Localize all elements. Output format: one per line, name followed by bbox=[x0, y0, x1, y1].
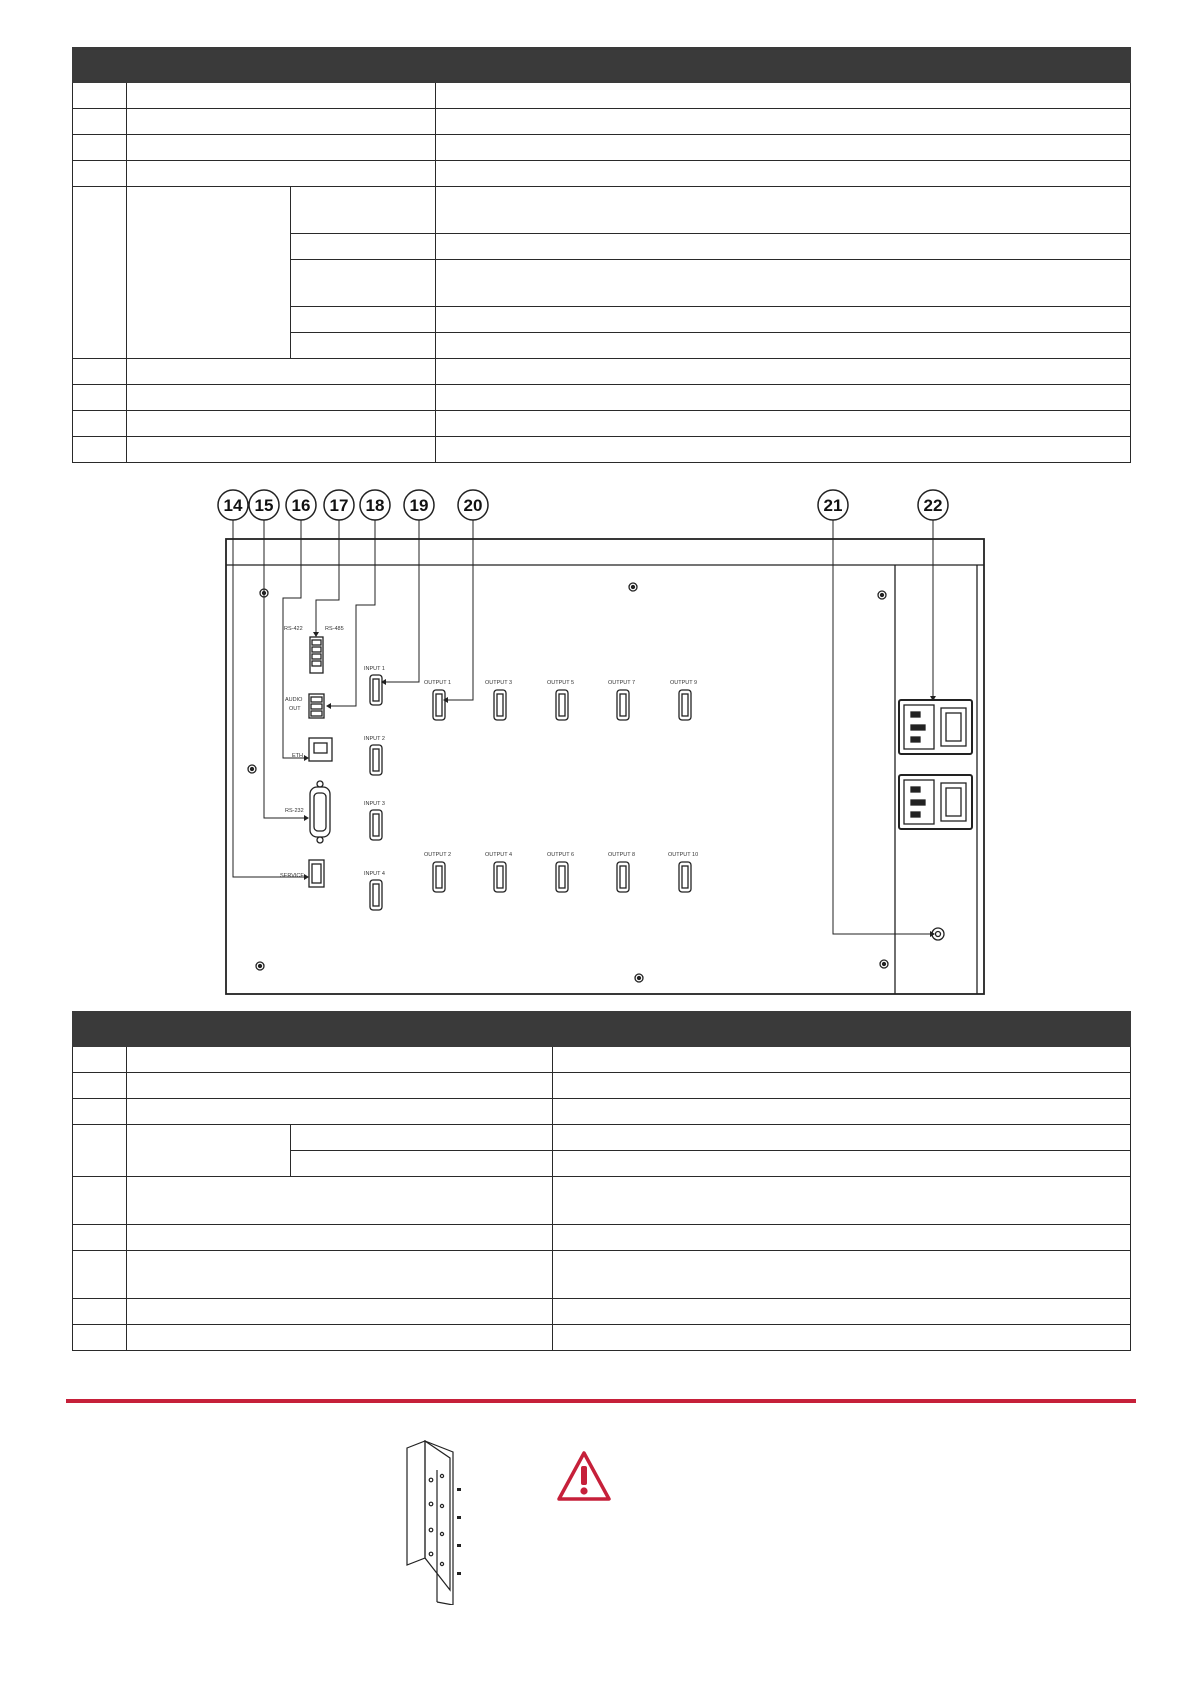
screw-icon bbox=[256, 962, 264, 970]
rs-terminal-block bbox=[310, 637, 323, 673]
screw-icon bbox=[629, 583, 637, 591]
output8-label: OUTPUT 8 bbox=[608, 852, 636, 858]
hdmi-output-10 bbox=[679, 862, 691, 892]
header-cell-number bbox=[73, 1012, 127, 1047]
input2-label: INPUT 2 bbox=[364, 736, 385, 742]
output7-label: OUTPUT 7 bbox=[608, 680, 636, 686]
hdmi-output-6 bbox=[556, 862, 568, 892]
table-row bbox=[73, 1177, 1131, 1225]
hdmi-output-7 bbox=[617, 690, 629, 720]
callout-leaders bbox=[233, 520, 933, 934]
output3-label: OUTPUT 3 bbox=[485, 680, 513, 686]
callout-number: 15 bbox=[254, 496, 274, 515]
rs485-label: RS-485 bbox=[325, 626, 344, 632]
chassis-outline bbox=[226, 539, 984, 994]
power-inlet-1 bbox=[899, 700, 972, 754]
audio-label: AUDIO bbox=[285, 697, 303, 703]
table-row bbox=[73, 1073, 1131, 1099]
rear-panel-table bbox=[72, 1011, 1131, 1351]
input4-label: INPUT 4 bbox=[364, 871, 385, 877]
output1-label: OUTPUT 1 bbox=[424, 680, 452, 686]
service-usb-port bbox=[309, 860, 324, 887]
hdmi-input-4 bbox=[370, 880, 382, 910]
table-row bbox=[73, 1325, 1131, 1351]
rack-bracket-illustration bbox=[395, 1440, 475, 1605]
screw-icon bbox=[248, 765, 256, 773]
table-row bbox=[73, 1099, 1131, 1125]
hdmi-output-1 bbox=[433, 690, 445, 720]
hdmi-output-9 bbox=[679, 690, 691, 720]
hdmi-output-2 bbox=[433, 862, 445, 892]
table-row bbox=[73, 1299, 1131, 1325]
input3-label: INPUT 3 bbox=[364, 801, 385, 807]
callout-number: 21 bbox=[823, 496, 843, 515]
service-label: SERVICE bbox=[280, 873, 305, 879]
hdmi-output-4 bbox=[494, 862, 506, 892]
callout-number: 22 bbox=[923, 496, 943, 515]
output2-label: OUTPUT 2 bbox=[424, 852, 452, 858]
hdmi-input-3 bbox=[370, 810, 382, 840]
table-row bbox=[73, 1047, 1131, 1073]
eth-label: ETH bbox=[292, 753, 303, 759]
hdmi-output-5 bbox=[556, 690, 568, 720]
out-label: OUT bbox=[289, 706, 301, 712]
output6-label: OUTPUT 6 bbox=[547, 852, 575, 858]
callout-number: 20 bbox=[463, 496, 483, 515]
audio-out-terminal bbox=[309, 694, 324, 718]
output5-label: OUTPUT 5 bbox=[547, 680, 575, 686]
table-header-row bbox=[73, 1012, 1131, 1047]
header-cell-feature bbox=[127, 1012, 553, 1047]
header-cell-function bbox=[553, 1012, 1131, 1047]
hdmi-output-8 bbox=[617, 862, 629, 892]
callout-number: 19 bbox=[409, 496, 429, 515]
callout-number: 16 bbox=[291, 496, 311, 515]
rs232-label: RS-232 bbox=[285, 808, 304, 814]
table-row bbox=[73, 1251, 1131, 1299]
output10-label: OUTPUT 10 bbox=[668, 852, 699, 858]
rs232-port bbox=[310, 781, 330, 843]
screw-icon bbox=[880, 960, 888, 968]
output9-label: OUTPUT 9 bbox=[670, 680, 698, 686]
hdmi-input-2 bbox=[370, 745, 382, 775]
screw-icon bbox=[635, 974, 643, 982]
warning-triangle-icon bbox=[556, 1450, 612, 1502]
callout-number: 18 bbox=[365, 496, 385, 515]
ethernet-port bbox=[309, 738, 332, 761]
callout-number: 14 bbox=[223, 496, 243, 515]
callout-number: 17 bbox=[329, 496, 349, 515]
rs422-label: RS-422 bbox=[284, 626, 303, 632]
section-divider bbox=[66, 1399, 1136, 1403]
hdmi-output-3 bbox=[494, 690, 506, 720]
table-row bbox=[73, 1125, 1131, 1151]
power-inlet-2 bbox=[899, 775, 972, 829]
output4-label: OUTPUT 4 bbox=[485, 852, 513, 858]
screw-icon bbox=[878, 591, 886, 599]
table-row bbox=[73, 1225, 1131, 1251]
input1-label: INPUT 1 bbox=[364, 666, 385, 672]
hdmi-input-1 bbox=[370, 675, 382, 705]
